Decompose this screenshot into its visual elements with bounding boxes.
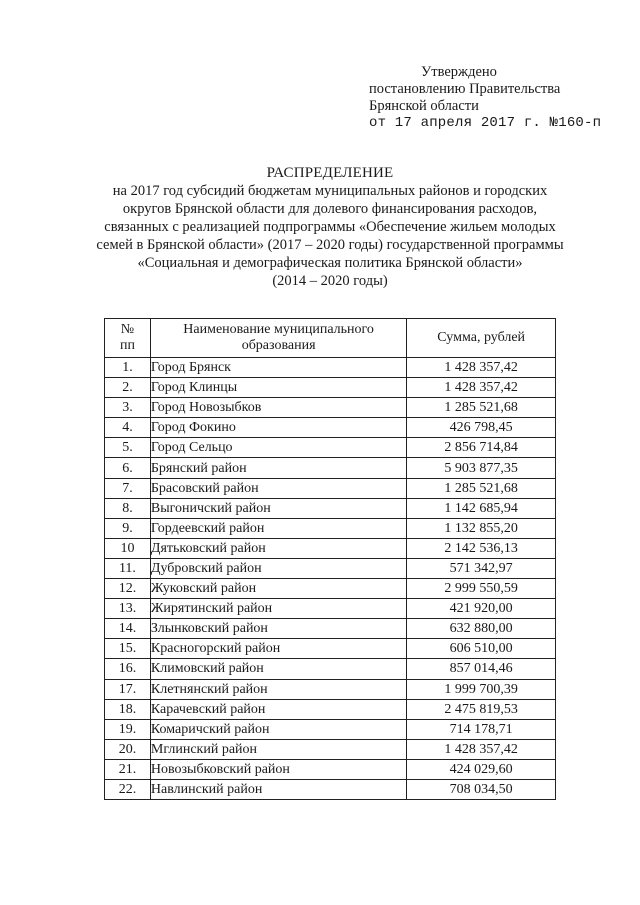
amount-cell: 1 428 357,42 [407, 358, 556, 378]
table-row [105, 458, 556, 478]
table-row [105, 358, 556, 378]
municipality-name-cell: Жуковский район [150, 579, 406, 599]
heading-line: округов Брянской области для долевого финансирования расходов, [122, 201, 538, 217]
amount-cell: 1 132 855,20 [407, 518, 556, 538]
table-row [105, 759, 556, 779]
row-number-cell: 5. [105, 438, 151, 458]
row-number-cell: 15. [105, 639, 151, 659]
table-row [105, 599, 556, 619]
amount-cell: 5 903 877,35 [407, 458, 556, 478]
amount-cell: 1 142 685,94 [407, 498, 556, 518]
heading-line: на 2017 год субсидий бюджетам муниципальных районов и городских [112, 183, 548, 199]
table-row [105, 478, 556, 498]
row-number-cell: 8. [105, 498, 151, 518]
municipality-name-cell: Карачевский район [150, 699, 406, 719]
header-number-line2: пп [119, 338, 135, 353]
row-number-cell: 1. [105, 358, 151, 378]
row-number-cell: 16. [105, 659, 151, 679]
municipality-name-cell: Клетнянский район [150, 679, 406, 699]
row-number-cell: 18. [105, 699, 151, 719]
municipality-name-cell: Дятьковский район [150, 538, 406, 558]
row-number-cell: 14. [105, 619, 151, 639]
row-number-cell: 2. [105, 378, 151, 398]
row-number-cell: 11. [105, 558, 151, 578]
table-row [105, 679, 556, 699]
row-number-cell: 13. [105, 599, 151, 619]
table-row [105, 538, 556, 558]
row-number-cell: 4. [105, 418, 151, 438]
amount-cell: 606 510,00 [407, 639, 556, 659]
document-title: РАСПРЕДЕЛЕНИЕ [266, 165, 394, 181]
table-row [105, 398, 556, 418]
municipality-name-cell: Комаричский район [150, 719, 406, 739]
amount-cell: 1 999 700,39 [407, 679, 556, 699]
header-municipality-line2: образования [241, 338, 316, 353]
approval-block [369, 64, 609, 132]
header-municipality-line1: Наименование муниципального [183, 322, 374, 337]
table-row [105, 619, 556, 639]
municipality-name-cell: Город Новозыбков [150, 398, 406, 418]
table-row [105, 639, 556, 659]
municipality-name-cell: Брасовский район [150, 478, 406, 498]
municipality-name-cell: Брянский район [150, 458, 406, 478]
row-number-cell: 9. [105, 518, 151, 538]
municipality-name-cell: Навлинский район [150, 779, 406, 799]
table-body [105, 358, 556, 800]
document-heading [40, 164, 620, 290]
row-number-cell: 22. [105, 779, 151, 799]
row-number-cell: 19. [105, 719, 151, 739]
table-row [105, 779, 556, 799]
municipality-name-cell: Город Сельцо [150, 438, 406, 458]
approval-resolution-label: постановлению Правительства [369, 81, 561, 97]
amount-cell: 1 428 357,42 [407, 378, 556, 398]
amount-cell: 2 475 819,53 [407, 699, 556, 719]
row-number-cell: 6. [105, 458, 151, 478]
table-header-row [105, 319, 556, 358]
amount-cell: 421 920,00 [407, 599, 556, 619]
table-row [105, 518, 556, 538]
table-row [105, 558, 556, 578]
amount-cell: 632 880,00 [407, 619, 556, 639]
amount-cell: 571 342,97 [407, 558, 556, 578]
amount-cell: 2 856 714,84 [407, 438, 556, 458]
table-row [105, 438, 556, 458]
header-number-line1: № [120, 322, 135, 337]
header-municipality [150, 319, 406, 358]
header-sum [407, 319, 556, 358]
amount-cell: 1 285 521,68 [407, 478, 556, 498]
amount-cell: 426 798,45 [407, 418, 556, 438]
row-number-cell: 17. [105, 679, 151, 699]
amount-cell: 424 029,60 [407, 759, 556, 779]
table-row [105, 659, 556, 679]
table-row [105, 378, 556, 398]
approval-region-label: Брянской области [369, 98, 479, 114]
amount-cell: 1 428 357,42 [407, 739, 556, 759]
amount-cell: 714 178,71 [407, 719, 556, 739]
municipality-name-cell: Город Клинцы [150, 378, 406, 398]
municipality-name-cell: Город Фокино [150, 418, 406, 438]
row-number-cell: 21. [105, 759, 151, 779]
distribution-table [104, 318, 556, 800]
municipality-name-cell: Дубровский район [150, 558, 406, 578]
approval-date-number: от 17 апреля 2017 г. №160-п [369, 115, 602, 131]
row-number-cell: 7. [105, 478, 151, 498]
table-row [105, 719, 556, 739]
table-row [105, 418, 556, 438]
table-row [105, 498, 556, 518]
amount-cell: 708 034,50 [407, 779, 556, 799]
amount-cell: 857 014,46 [407, 659, 556, 679]
municipality-name-cell: Жирятинский район [150, 599, 406, 619]
municipality-name-cell: Выгоничский район [150, 498, 406, 518]
amount-cell: 1 285 521,68 [407, 398, 556, 418]
row-number-cell: 3. [105, 398, 151, 418]
row-number-cell: 10 [105, 538, 151, 558]
municipality-name-cell: Злынковский район [150, 619, 406, 639]
municipality-name-cell: Новозыбковский район [150, 759, 406, 779]
header-number [105, 319, 151, 358]
municipality-name-cell: Мглинский район [150, 739, 406, 759]
approval-approved-label: Утверждено [421, 64, 497, 80]
header-sum-label: Сумма, рублей [437, 330, 526, 345]
heading-line: семей в Брянской области» (2017 – 2020 годы) государственной программы [96, 237, 564, 253]
row-number-cell: 20. [105, 739, 151, 759]
municipality-name-cell: Город Брянск [150, 358, 406, 378]
heading-line: связанных с реализацией подпрограммы «Обеспечение жильем молодых [104, 219, 556, 235]
heading-line: (2014 – 2020 годы) [272, 273, 388, 289]
municipality-name-cell: Гордеевский район [150, 518, 406, 538]
table-row [105, 739, 556, 759]
heading-line: «Социальная и демографическая политика Брянской области» [137, 255, 523, 271]
amount-cell: 2 999 550,59 [407, 579, 556, 599]
municipality-name-cell: Климовский район [150, 659, 406, 679]
amount-cell: 2 142 536,13 [407, 538, 556, 558]
municipality-name-cell: Красногорский район [150, 639, 406, 659]
row-number-cell: 12. [105, 579, 151, 599]
table-row [105, 579, 556, 599]
table-row [105, 699, 556, 719]
